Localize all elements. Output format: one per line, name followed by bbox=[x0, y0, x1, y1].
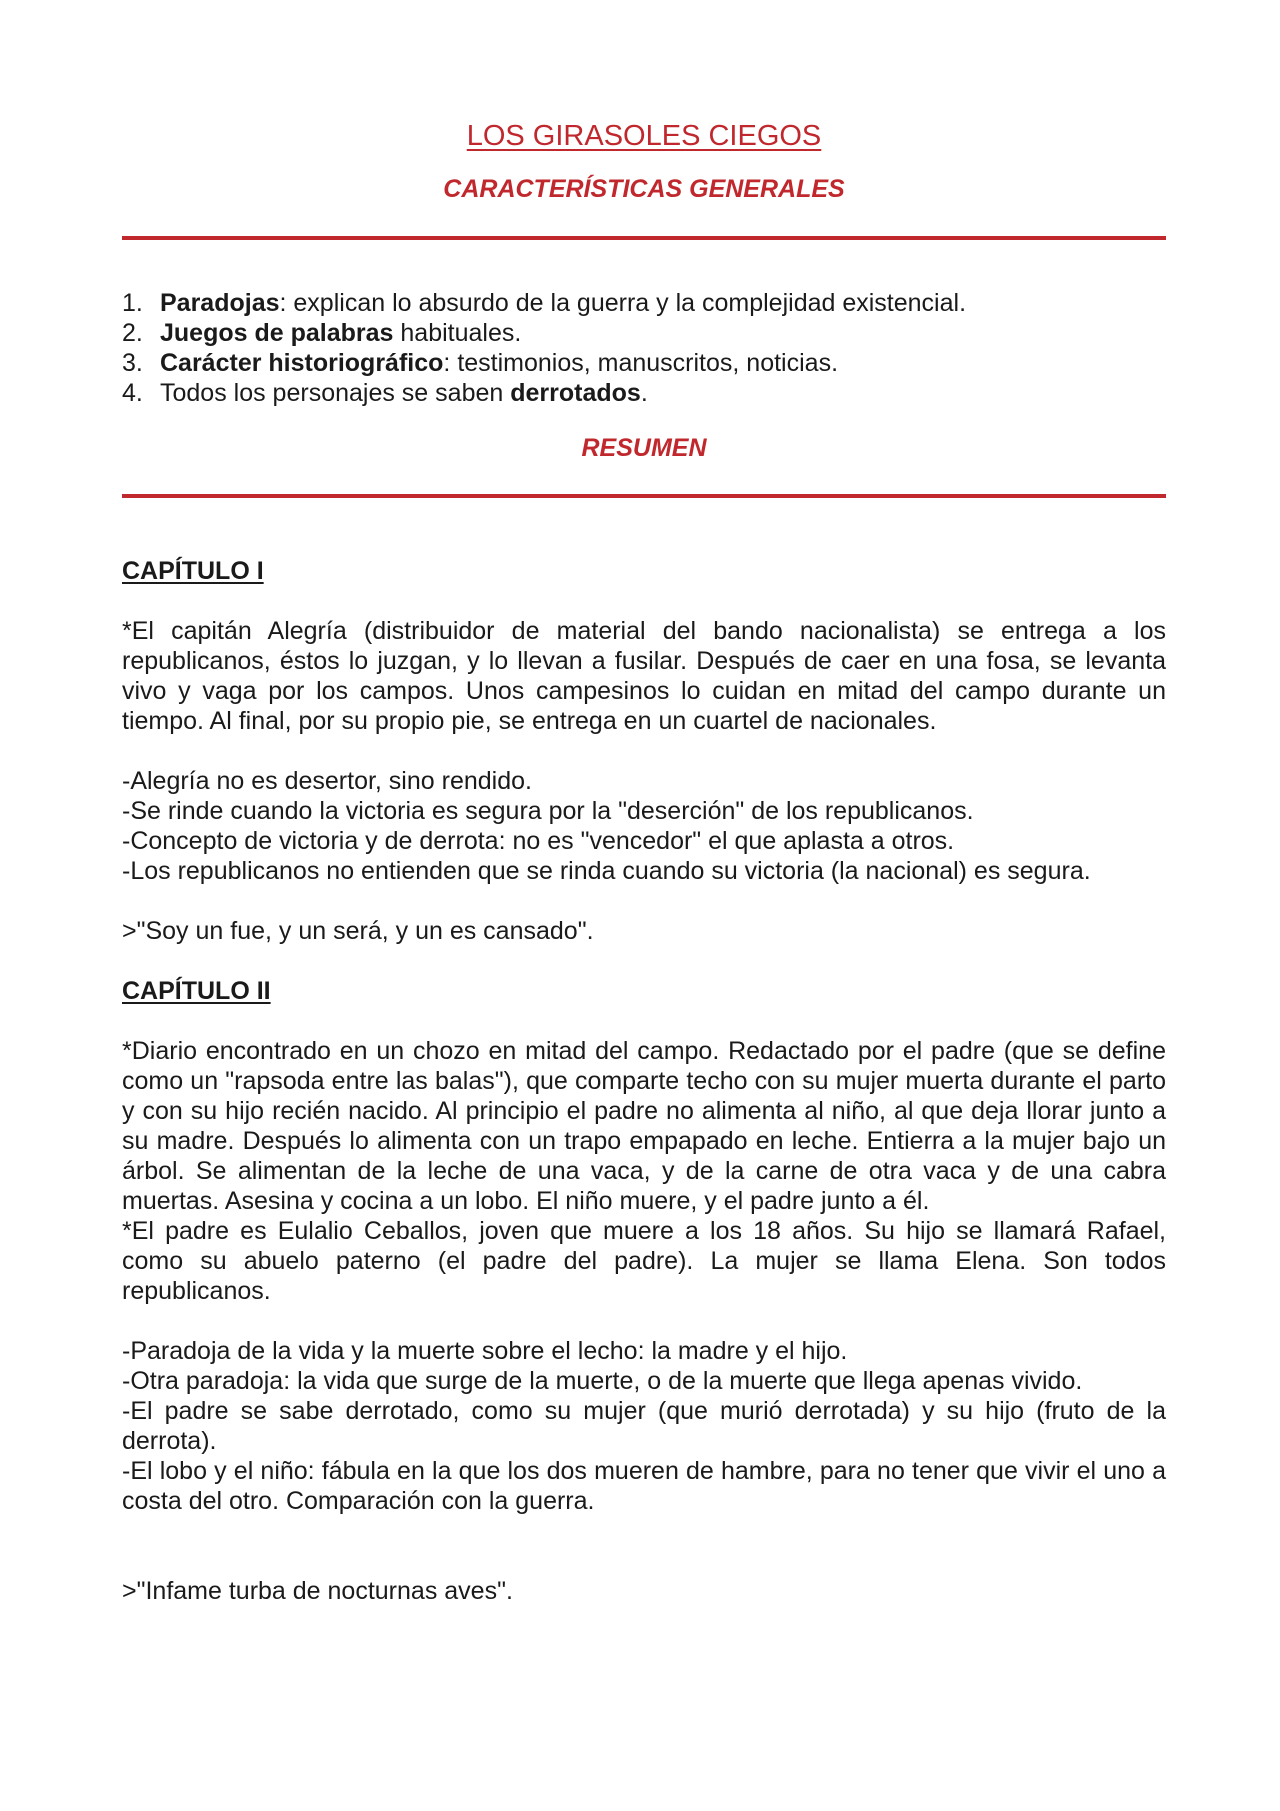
list-number: 4. bbox=[122, 379, 143, 407]
chapter-quote: >"Soy un fue, y un será, y un es cansado". bbox=[122, 917, 594, 945]
feature-text: : explican lo absurdo de la guerra y la complejidad existencial. bbox=[279, 289, 967, 317]
feature-text: habituales. bbox=[393, 319, 522, 347]
feature-text: Todos los personajes se saben bbox=[160, 379, 511, 407]
chapter-quote: >"Infame turba de nocturnas aves". bbox=[122, 1577, 513, 1605]
chapter-heading: CAPÍTULO I bbox=[122, 557, 264, 585]
list-number: 1. bbox=[122, 289, 143, 317]
feature-term: Carácter historiográfico bbox=[160, 349, 444, 377]
note-line: -Otra paradoja: la vida que surge de la muerte, o de la muerte que llega apenas vivido. bbox=[122, 1367, 1083, 1395]
feature-term: derrotados bbox=[510, 379, 641, 407]
chapter-heading: CAPÍTULO II bbox=[122, 977, 271, 1005]
chapter-notes bbox=[122, 1336, 1166, 1516]
feature-term: Juegos de palabras bbox=[160, 319, 394, 347]
features-list bbox=[122, 288, 1166, 408]
list-number: 2. bbox=[122, 319, 143, 347]
note-line: -Alegría no es desertor, sino rendido. bbox=[122, 767, 532, 795]
feature-term: Paradojas bbox=[160, 289, 280, 317]
list-item bbox=[122, 288, 1166, 318]
list-item bbox=[122, 378, 1166, 408]
note-line: -Concepto de victoria y de derrota: no es "vencedor" el que aplasta a otros. bbox=[122, 827, 955, 855]
list-item bbox=[122, 348, 1166, 378]
chapter-summary: *Diario encontrado en un chozo en mitad del campo. Redactado por el padre (que se define como un "rapsoda entre las balas"), que comparte techo con su mujer muerta durante el parto y con su hijo recién nacido. Al principio el padre no alimenta al niño, al que deja llorar junto a su madre. Después lo alimenta con un trapo empapado en leche. Entierra a la mujer bajo un árbol. Se alimentan de la leche de una vaca, y de la carne de otra vaca y de una cabra muertas. Asesina y cocina a un lobo. El niño muere, y el padre junto a él. bbox=[122, 1037, 1166, 1215]
chapter-summary: *El capitán Alegría (distribuidor de material del bando nacionalista) se entrega a los republicanos, éstos lo juzgan, y lo llevan a fusilar. Después de caer en una fosa, se levanta vivo y vaga por los campos. Unos campesinos lo cuidan en mitad del campo durante un tiempo. Al final, por su propio pie, se entrega en un cuartel de nacionales. bbox=[122, 617, 1166, 735]
chapter-notes bbox=[122, 766, 1166, 886]
section-heading-general: CARACTERÍSTICAS GENERALES bbox=[443, 175, 845, 203]
list-item bbox=[122, 318, 1166, 348]
feature-text: . bbox=[640, 379, 648, 407]
note-line: -Se rinde cuando la victoria es segura por la "deserción" de los republicanos. bbox=[122, 797, 974, 825]
note-line: -Paradoja de la vida y la muerte sobre el lecho: la madre y el hijo. bbox=[122, 1337, 848, 1365]
note-line: -El padre se sabe derrotado, como su mujer (que murió derrotada) y su hijo (fruto de la derrota). bbox=[122, 1397, 1166, 1455]
list-number: 3. bbox=[122, 349, 143, 377]
feature-text: : testimonios, manuscritos, noticias. bbox=[443, 349, 839, 377]
note-line: -El lobo y el niño: fábula en la que los dos mueren de hambre, para no tener que vivir el uno a costa del otro. Comparación con la guerra. bbox=[122, 1457, 1166, 1515]
section-heading-summary: RESUMEN bbox=[581, 434, 707, 462]
chapter-summary: *El padre es Eulalio Ceballos, joven que muere a los 18 años. Su hijo se llamará Rafael, como su abuelo paterno (el padre del padre). La mujer se llama Elena. Son todos republicanos. bbox=[122, 1217, 1166, 1305]
document-title: LOS GIRASOLES CIEGOS bbox=[466, 120, 822, 152]
note-line: -Los republicanos no entienden que se rinda cuando su victoria (la nacional) es segura. bbox=[122, 857, 1091, 885]
